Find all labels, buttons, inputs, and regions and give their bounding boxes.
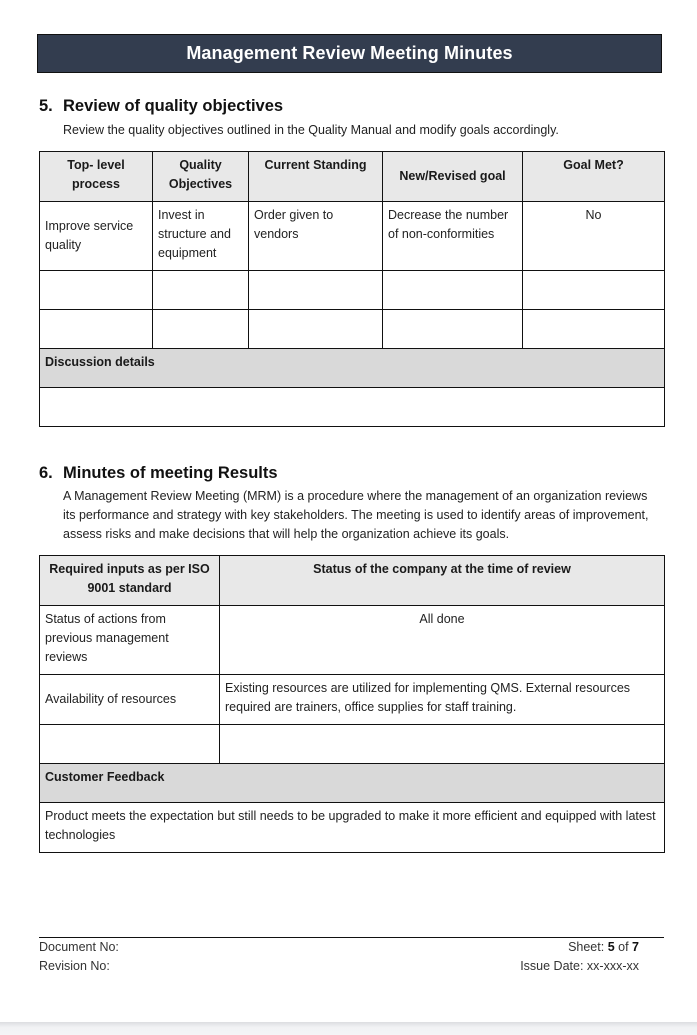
table-header-row [40, 556, 665, 606]
table-row [40, 271, 665, 310]
discussion-details-row [40, 388, 665, 427]
discussion-details-field[interactable] [40, 388, 665, 427]
section-5-description: Review the quality objectives outlined in the Quality Manual and modify goals accordingly. [63, 123, 559, 137]
sheet-indicator [568, 938, 639, 957]
cell-quality-objectives[interactable] [153, 310, 249, 349]
customer-feedback-header-row [40, 764, 665, 803]
meeting-results-table [39, 555, 665, 853]
cell-new-revised-goal[interactable] [383, 310, 523, 349]
customer-feedback-label: Customer Feedback [40, 764, 665, 803]
cell-goal-met[interactable]: No [523, 202, 665, 271]
column-header-new-revised-goal: New/Revised goal [383, 152, 523, 202]
table-header-row [40, 152, 665, 202]
discussion-details-label: Discussion details [40, 349, 665, 388]
table-row [40, 606, 665, 675]
cell-required-input[interactable]: Status of actions from previous management reviews [40, 606, 220, 675]
revision-number-label: Revision No: [39, 959, 110, 973]
section-6-title: Minutes of meeting Results [63, 464, 278, 482]
column-header-required-inputs: Required inputs as per ISO 9001 standard [40, 556, 220, 606]
cell-new-revised-goal[interactable]: Decrease the number of non-conformities [383, 202, 523, 271]
cell-top-level-process[interactable] [40, 271, 153, 310]
cell-current-standing[interactable] [249, 310, 383, 349]
section-6-heading [39, 464, 278, 483]
table-row [40, 725, 665, 764]
cell-required-input[interactable]: Availability of resources [40, 675, 220, 725]
section-5-number: 5. [39, 97, 53, 115]
table-row [40, 675, 665, 725]
issue-date-label: Issue Date: [520, 959, 584, 973]
sheet-total: 7 [632, 940, 639, 954]
issue-date-value: xx-xxx-xx [586, 959, 639, 973]
document-title: Management Review Meeting Minutes [186, 43, 513, 63]
section-5-title: Review of quality objectives [63, 97, 284, 115]
table-row [40, 202, 665, 271]
cell-quality-objectives[interactable] [153, 271, 249, 310]
quality-objectives-table [39, 151, 665, 427]
cell-current-standing[interactable] [249, 271, 383, 310]
cell-company-status[interactable]: All done [220, 606, 665, 675]
document-title-bar [37, 34, 662, 73]
section-6-description: A Management Review Meeting (MRM) is a procedure where the management of an organization reviews its performance and strategy with key stakeholders. The meeting is used to identify areas of improvement, assess risks and make decisions that will help the organization achieve its goals. [63, 489, 649, 541]
column-header-current-standing: Current Standing [249, 152, 383, 202]
cell-required-input[interactable] [40, 725, 220, 764]
customer-feedback-field[interactable]: Product meets the expectation but still needs to be upgraded to make it more efficient and equipped with latest technologies [40, 803, 665, 853]
column-header-top-level-process: Top- level process [40, 152, 153, 202]
document-number-label: Document No: [39, 940, 119, 954]
cell-company-status[interactable]: Existing resources are utilized for implementing QMS. External resources required are trainers, office supplies for staff training. [220, 675, 665, 725]
customer-feedback-row [40, 803, 665, 853]
table-row [40, 310, 665, 349]
cell-top-level-process[interactable] [40, 310, 153, 349]
section-6-number: 6. [39, 464, 53, 482]
cell-top-level-process[interactable]: Improve service quality [40, 202, 153, 271]
sheet-label: Sheet: [568, 940, 605, 954]
discussion-details-header-row [40, 349, 665, 388]
cell-current-standing[interactable]: Order given to vendors [249, 202, 383, 271]
sheet-of: of [618, 940, 629, 954]
column-header-goal-met: Goal Met? [523, 152, 665, 202]
cell-goal-met[interactable] [523, 310, 665, 349]
column-header-quality-objectives: Quality Objectives [153, 152, 249, 202]
section-5-heading [39, 97, 283, 116]
cell-goal-met[interactable] [523, 271, 665, 310]
issue-date [520, 957, 639, 976]
cell-quality-objectives[interactable]: Invest in structure and equipment [153, 202, 249, 271]
cell-company-status[interactable] [220, 725, 665, 764]
sheet-current: 5 [607, 940, 615, 954]
viewer-bottom-edge [0, 1022, 697, 1035]
column-header-company-status: Status of the company at the time of review [220, 556, 665, 606]
cell-new-revised-goal[interactable] [383, 271, 523, 310]
